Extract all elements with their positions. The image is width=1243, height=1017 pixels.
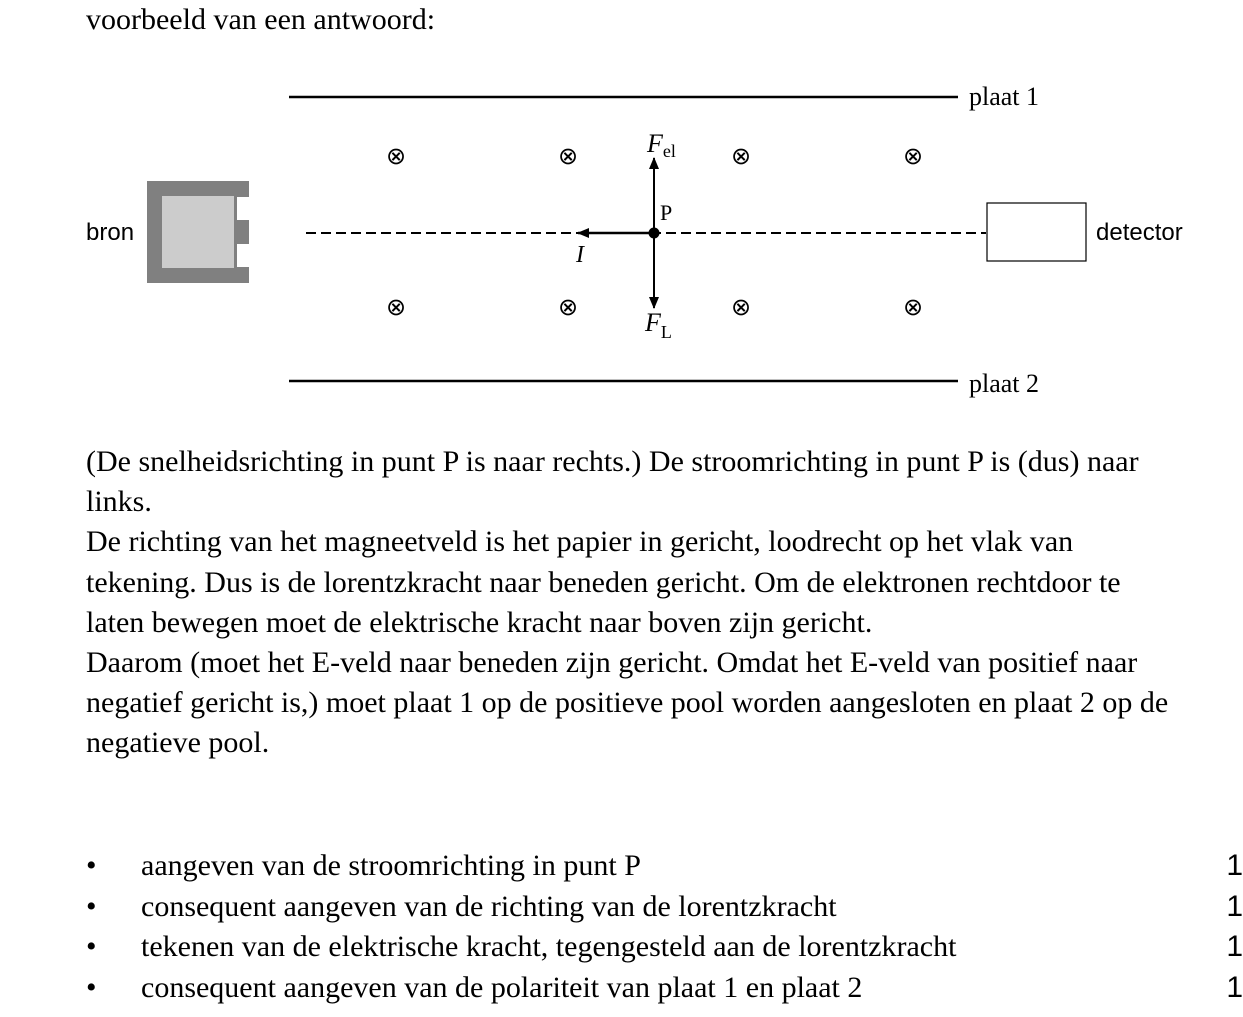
plate-1-label: plaat 1 (969, 82, 1040, 111)
source-icon (147, 181, 249, 283)
criterion-score: 1 (1226, 970, 1243, 1004)
criterion-item (86, 927, 1243, 968)
criterion-item (86, 846, 1243, 887)
criterion-score: 1 (1226, 849, 1243, 882)
criterion-text: tekenen van de elektrische kracht, tegengesteld aan de lorentzkracht (141, 930, 957, 963)
field-into-page-icon: ⊗ (902, 293, 924, 321)
paragraph: (De snelheidsrichting in punt P is naar rechts.) De stroomrichting in punt P is (dus) naar links. (86, 445, 1139, 519)
criterion-item (86, 968, 1243, 1009)
field-into-page-icon: ⊗ (385, 293, 407, 321)
field-into-page-icon: ⊗ (385, 142, 407, 170)
answer-text (86, 442, 1186, 764)
point-p-marker (649, 228, 660, 239)
field-into-page-icon: ⊗ (902, 142, 924, 170)
diagram (0, 0, 1243, 430)
current-label: I (576, 242, 584, 268)
electric-force-label: Fel (647, 129, 676, 161)
paragraph: De richting van het magneetveld is het papier in gericht, loodrecht op het vlak van tekening. Dus is de lorentzkracht naar beneden gericht. Om de elektronen rechtdoor te laten bewegen moet de elektrische kracht naar boven zijn gericht. (86, 525, 1121, 639)
bullet: • (86, 970, 97, 1004)
detector-label: detector (1096, 219, 1183, 246)
intro-text: voorbeeld van een antwoord: (86, 3, 436, 36)
bullet: • (86, 849, 97, 882)
field-into-page-icon: ⊗ (730, 142, 752, 170)
field-into-page-icon: ⊗ (730, 293, 752, 321)
criterion-score: 1 (1226, 930, 1243, 963)
criterion-text: aangeven van de stroomrichting in punt P (141, 849, 641, 882)
paragraph: Daarom (moet het E-veld naar beneden zijn gericht. Omdat het E-veld van positief naar negatief gericht is,) moet plaat 1 op de positieve pool worden aangesloten en plaat 2 op de negatieve pool. (86, 646, 1169, 760)
point-p-label: P (660, 200, 673, 225)
criterion-score: 1 (1226, 889, 1243, 923)
source-label: bron (86, 219, 135, 246)
plate-2-label: plaat 2 (969, 369, 1040, 398)
criterion-text: consequent aangeven van de richting van de lorentzkracht (141, 889, 837, 923)
criterion-item (86, 887, 1243, 928)
bullet: • (86, 930, 97, 963)
lorentz-force-label: FL (645, 308, 672, 342)
bullet: • (86, 889, 97, 923)
scoring-criteria-list (86, 846, 1243, 1008)
field-into-page-icon: ⊗ (557, 142, 579, 170)
detector-box (987, 203, 1086, 261)
field-into-page-icon: ⊗ (557, 293, 579, 321)
criterion-text: consequent aangeven van de polariteit van plaat 1 en plaat 2 (141, 970, 863, 1004)
